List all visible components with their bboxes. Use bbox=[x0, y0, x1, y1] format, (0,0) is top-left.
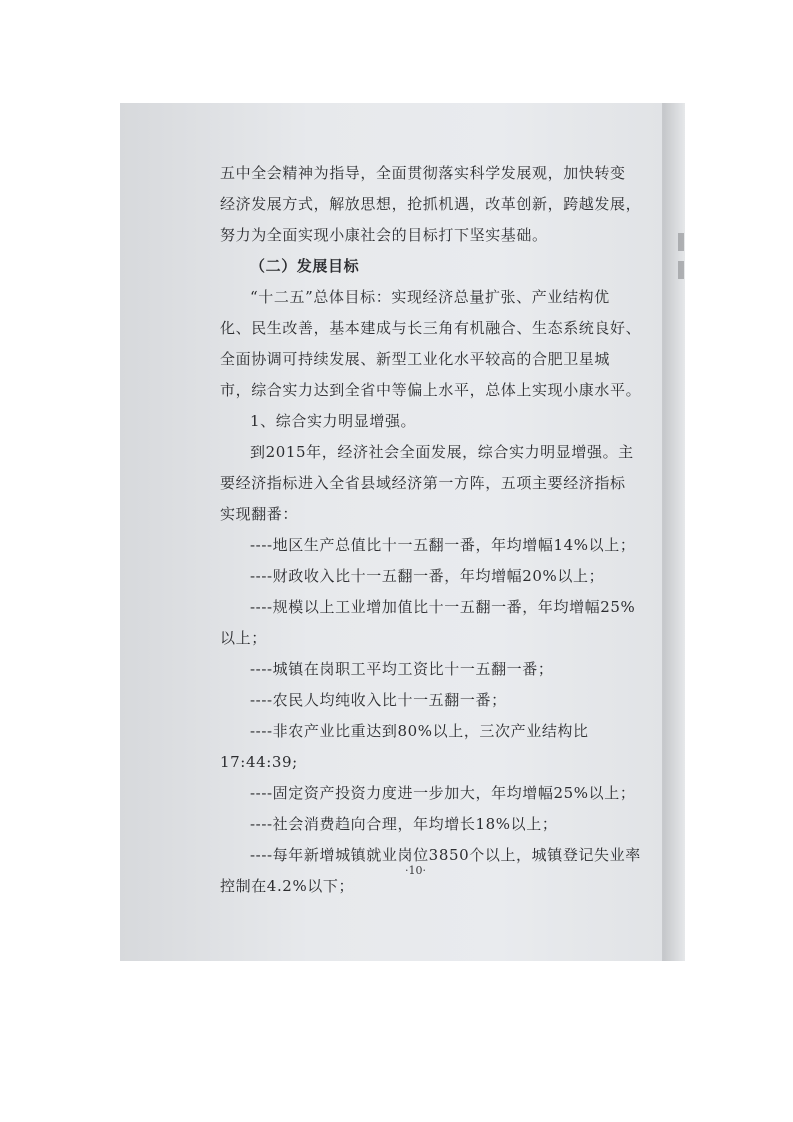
page-number: ·10· bbox=[405, 864, 426, 877]
list-item: ----农民人均纯收入比十一五翻一番； bbox=[250, 691, 507, 709]
list-item: ----地区生产总值比十一五翻一番，年均增幅14%以上； bbox=[250, 536, 636, 554]
text-line: 实现翻番： bbox=[220, 505, 299, 523]
list-item: ----每年新增城镇就业岗位3850个以上，城镇登记失业率 bbox=[250, 846, 641, 864]
text-line: 要经济指标进入全省县域经济第一方阵，五项主要经济指标 bbox=[220, 474, 626, 492]
text-line: 市，综合实力达到全省中等偏上水平，总体上实现小康水平。 bbox=[220, 381, 642, 399]
list-item: ----社会消费趋向合理，年均增长18%以上； bbox=[250, 815, 558, 833]
text-line: 努力为全面实现小康社会的目标打下坚实基础。 bbox=[220, 226, 548, 244]
list-item: ----非农产业比重达到80%以上，三次产业结构比 bbox=[250, 722, 589, 740]
list-item: ----固定资产投资力度进一步加大，年均增幅25%以上； bbox=[250, 784, 636, 802]
text-line: 五中全会精神为指导，全面贯彻落实科学发展观，加快转变 bbox=[220, 164, 626, 182]
text-line: 经济发展方式，解放思想，抢抓机遇，改革创新，跨越发展， bbox=[220, 195, 642, 213]
list-item: ----规模以上工业增加值比十一五翻一番，年均增幅25% bbox=[250, 598, 636, 616]
text-line: 化、民生改善，基本建成与长三角有机融合、生态系统良好、 bbox=[220, 319, 642, 337]
text-line: 17:44:39; bbox=[220, 753, 298, 771]
text-line: 到2015年，经济社会全面发展，综合实力明显增强。主 bbox=[250, 443, 634, 461]
section-heading: （二）发展目标 bbox=[250, 257, 360, 275]
text-line: 全面协调可持续发展、新型工业化水平较高的合肥卫星城 bbox=[220, 350, 611, 368]
list-item: ----财政收入比十一五翻一番，年均增幅20%以上； bbox=[250, 567, 605, 585]
text-line: “十二五”总体目标：实现经济总量扩张、产业结构优 bbox=[250, 288, 610, 306]
text-line: 以上； bbox=[220, 629, 267, 647]
text-line: 控制在4.2%以下； bbox=[220, 877, 355, 895]
edge-mark bbox=[678, 261, 684, 279]
subsection-heading: 1、综合实力明显增强。 bbox=[250, 412, 417, 430]
list-item: ----城镇在岗职工平均工资比十一五翻一番； bbox=[250, 660, 554, 678]
edge-mark bbox=[678, 233, 684, 251]
